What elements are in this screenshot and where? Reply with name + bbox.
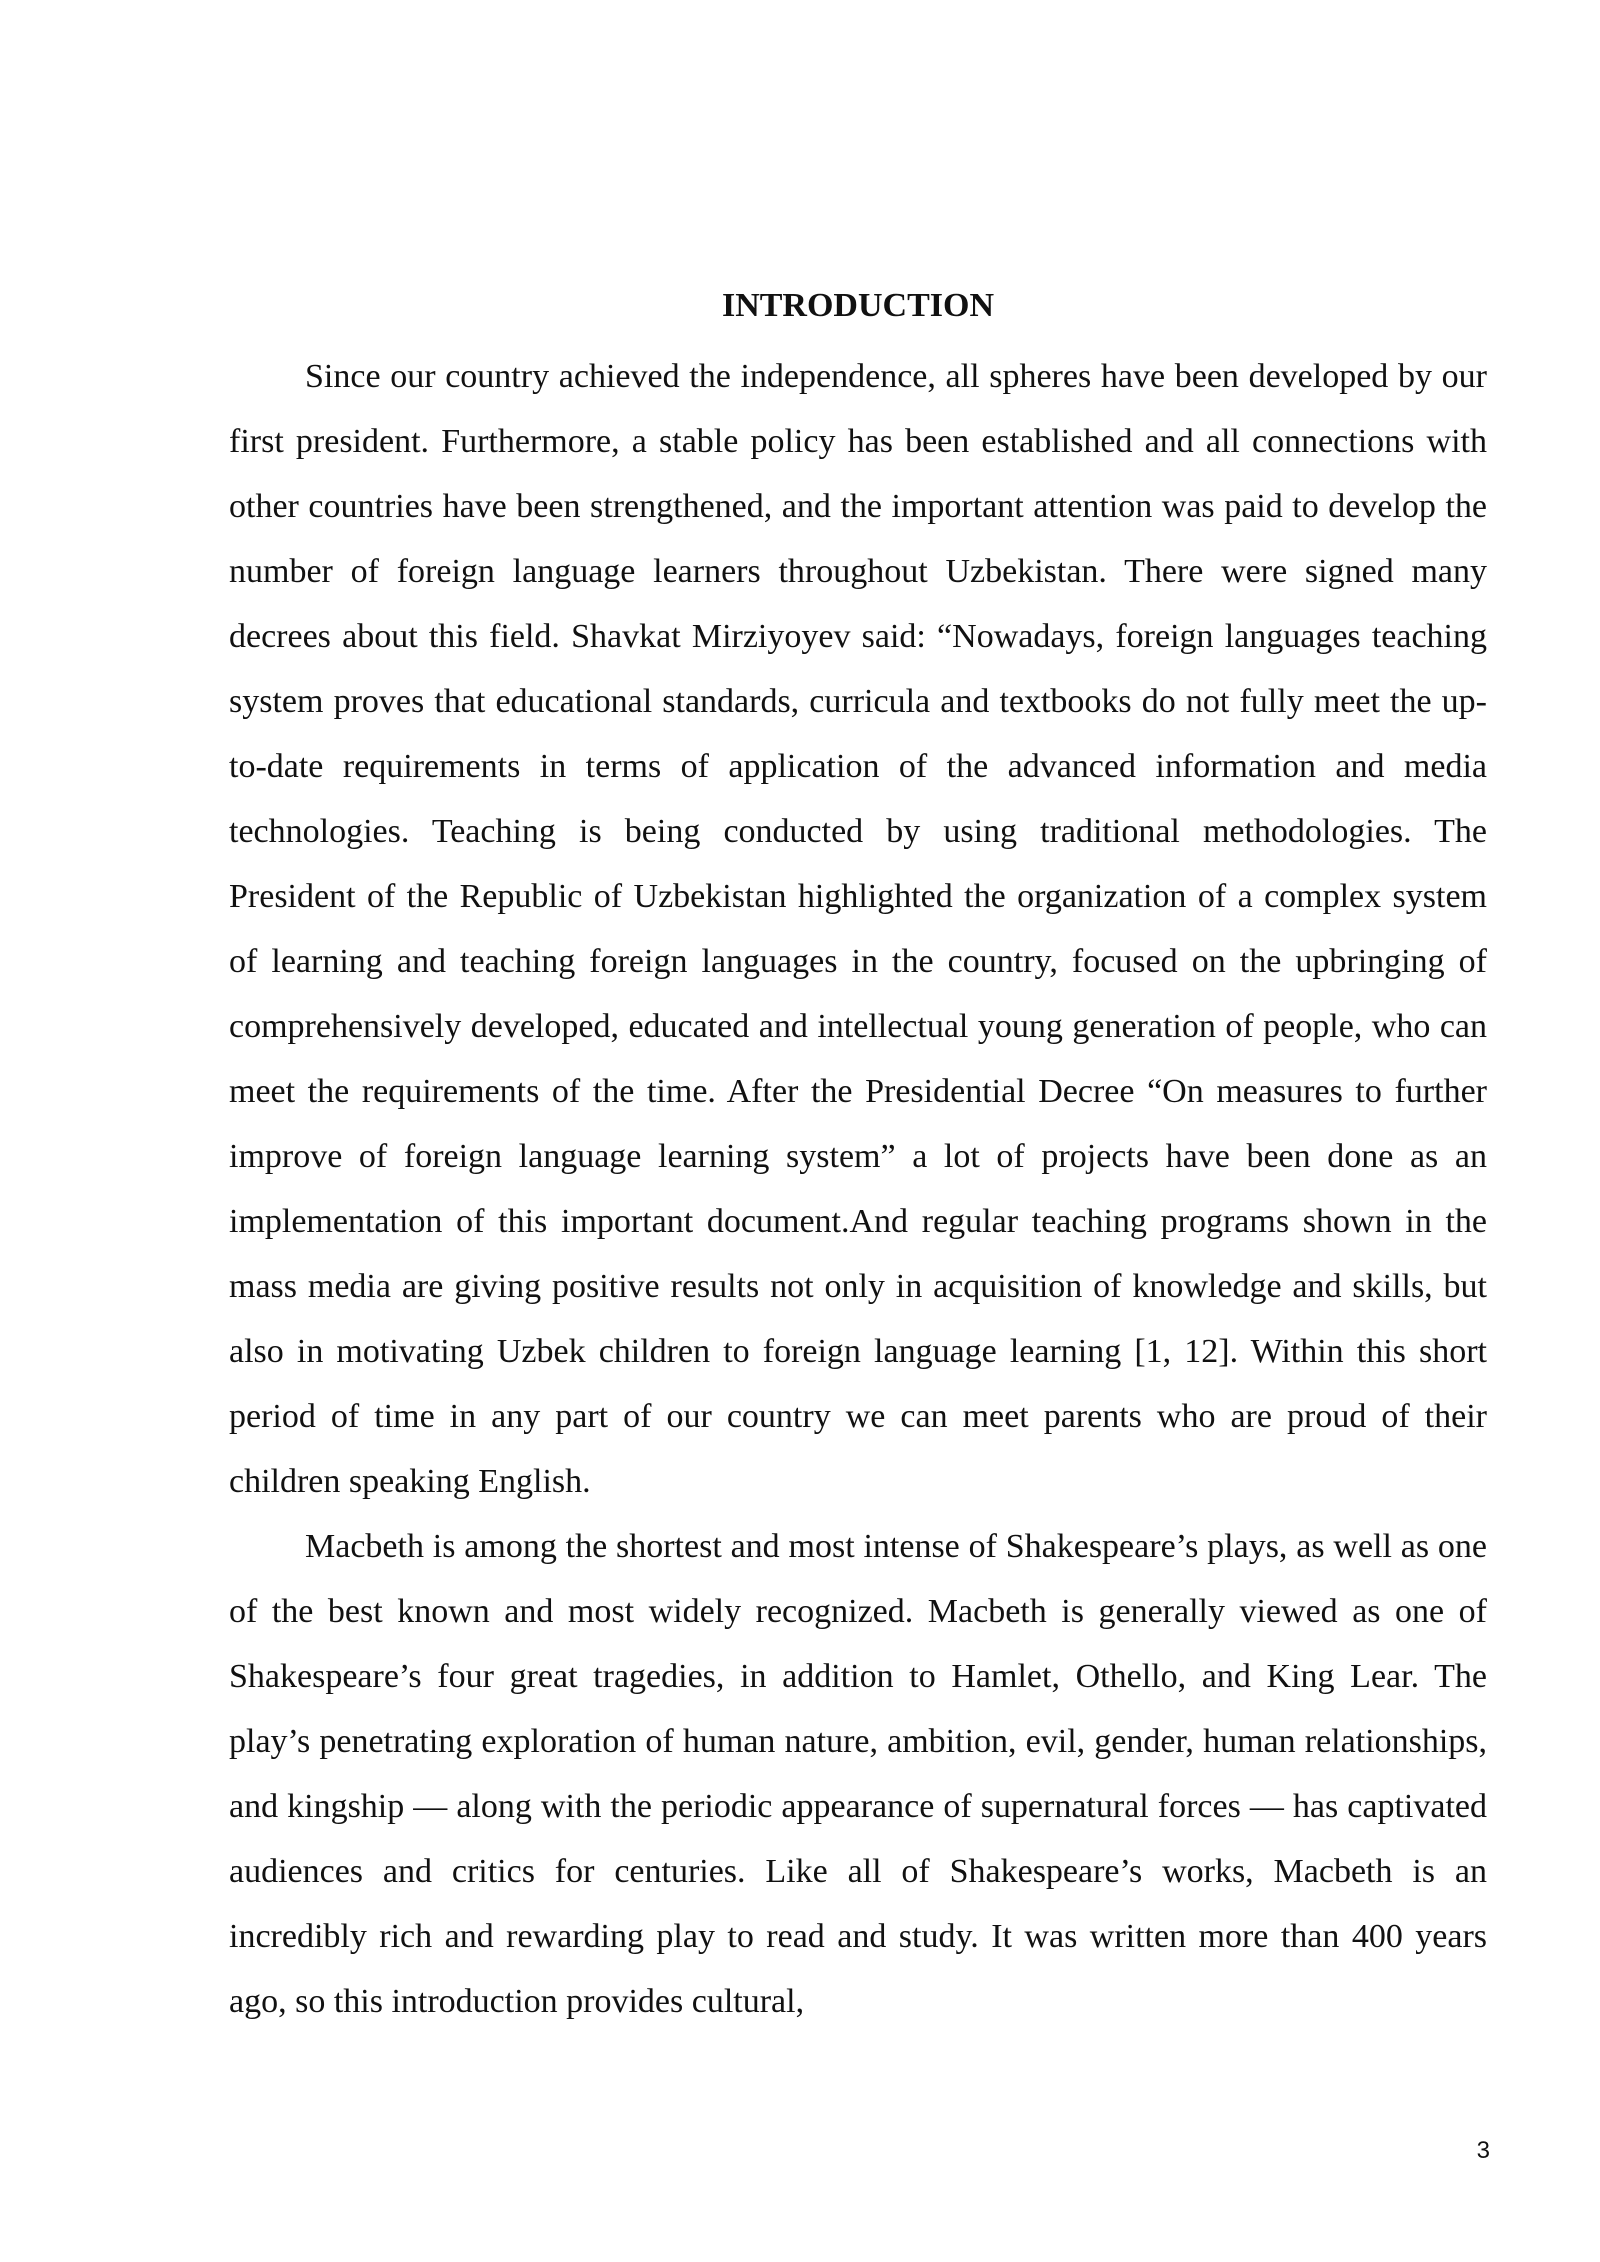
paragraph-macbeth: Macbeth is among the shortest and most intense of Shakespeare’s plays, as well as one of the best known and most widely recognized. Macbeth is generally viewed as one of Shakespeare’s four great tragedies, in addition to Hamlet, Othello, and King Lear. The play’s penetrating exploration of human nature, ambition, evil, gender, human relationships, and kingship — along with the periodic appearance of supernatural forces — has captivated audiences and critics for centuries. Like all of Shakespeare’s works, Macbeth is an incredibly rich and rewarding play to read and study. It was written more than 400 years ago, so this introduction provides cultural, bbox=[229, 1528, 1487, 2020]
paragraph-independence: Since our country achieved the independence, all spheres have been developed by our first president. Furthermore, a stable policy has been established and all connections with other countries have been strengthened, and the important attention was paid to develop the number of foreign language learners throughout Uzbekistan. There were signed many decrees about this field. Shavkat Mirziyoyev said: “Nowadays, foreign languages teaching system proves that educational standards, curricula and textbooks do not fully meet the up-to-date requirements in terms of application of the advanced information and media technologies. Teaching is being conducted by using traditional methodologies. The President of the Republic of Uzbekistan highlighted the organization of a complex system of learning and teaching foreign languages in the country, focused on the upbringing of comprehensively developed, educated and intellectual young generation of people, who can meet the requirements of the time. After the Presidential Decree “On measures to further improve of foreign language learning system” a lot of projects have been done as an implementation of this important document.And regular teaching programs shown in the mass media are giving positive results not only in acquisition of knowledge and skills, but also in motivating Uzbek children to foreign language learning [1, 12]. Within this short period of time in any part of our country we can meet parents who are proud of their children speaking English. bbox=[229, 358, 1487, 1500]
section-heading: INTRODUCTION bbox=[721, 287, 995, 324]
page-number: 3 bbox=[1476, 2137, 1490, 2164]
page-content bbox=[229, 282, 1487, 2034]
